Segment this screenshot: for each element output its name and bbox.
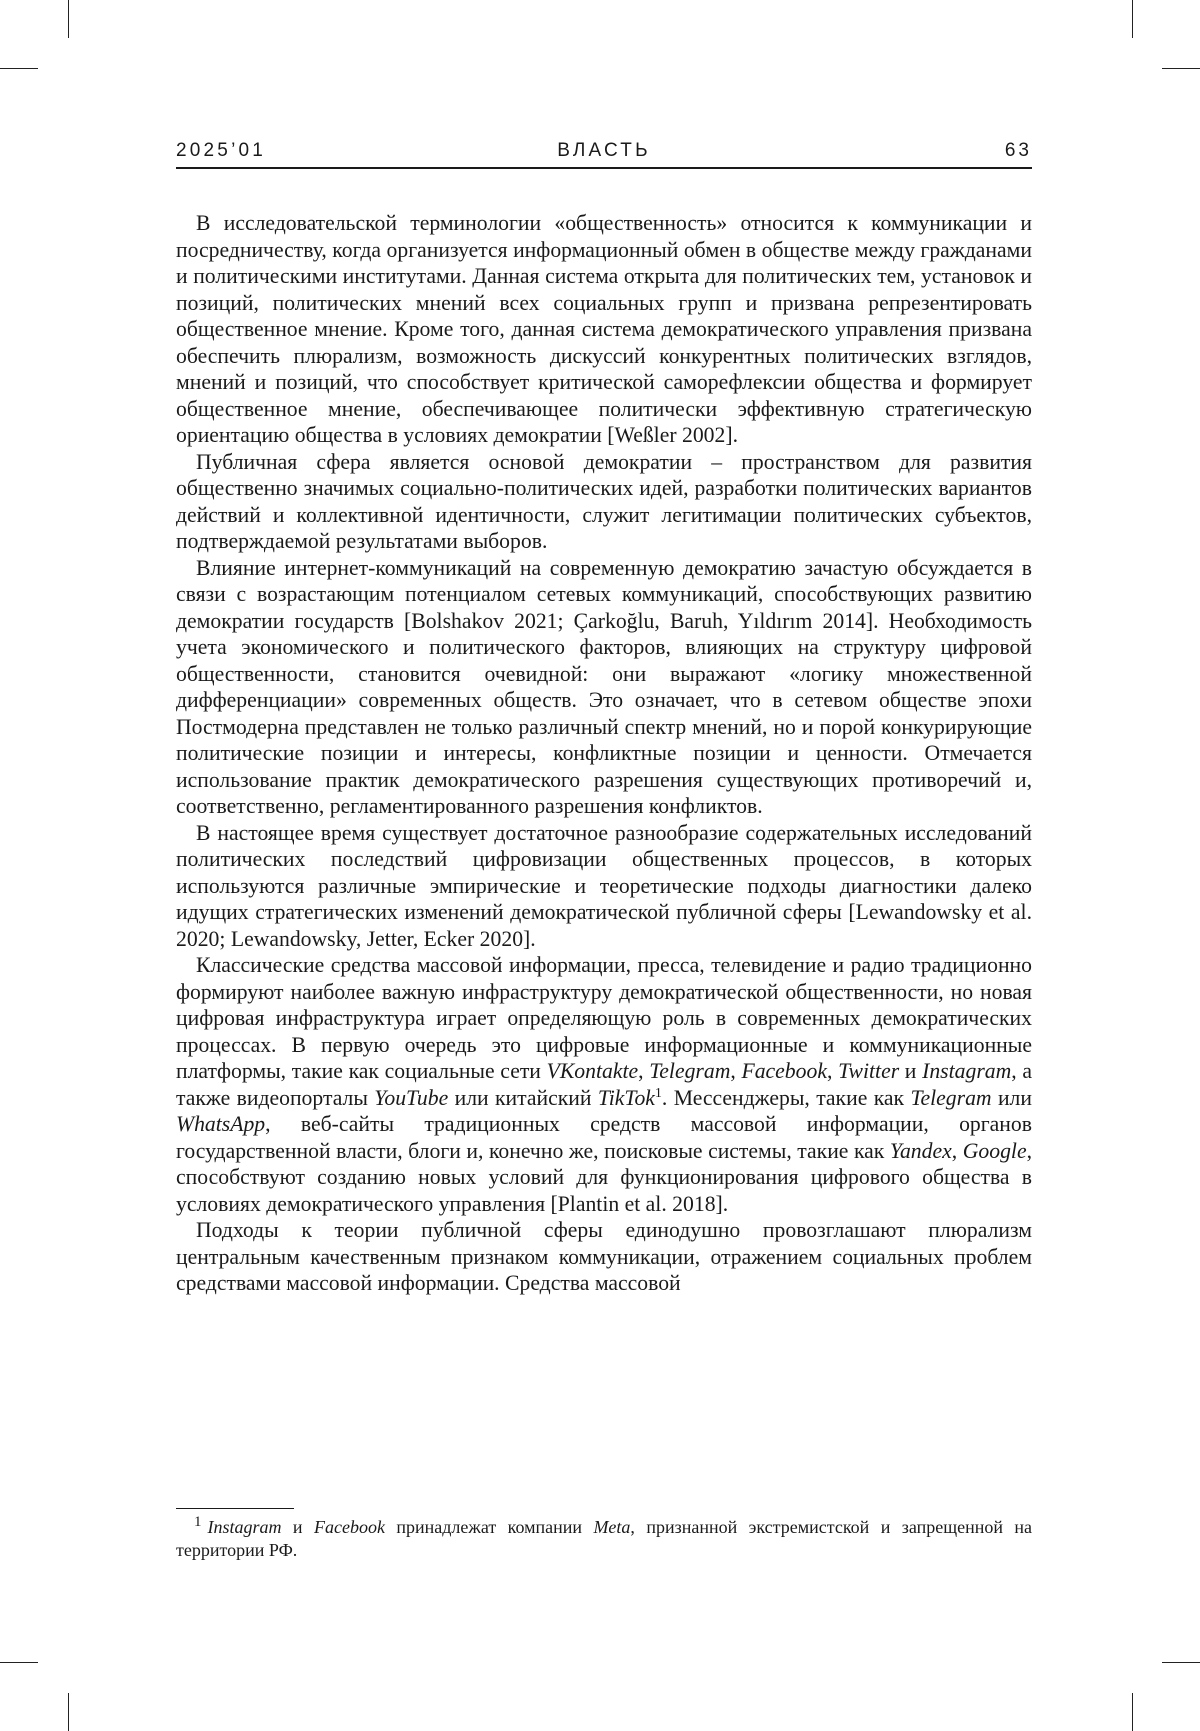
platform-name: WhatsApp	[176, 1112, 265, 1136]
text-run: , веб-сайты традиционных средств массовой инфор­мации, органов государственной власти, блоги и, конечно же, поисковые системы, такие как	[176, 1112, 1032, 1163]
crop-mark	[0, 1662, 38, 1663]
article-body	[176, 210, 1032, 1297]
footnote-reference[interactable]: 1	[655, 1085, 662, 1100]
issue-number: 2025’01	[176, 140, 266, 162]
paragraph: Влияние интернет-коммуникаций на современную демократию зачастую обсуждается в связи с возрастающим потенциалом сетевых коммуникаций, способствующих развитию демократии государств [Bolshakov 2021; Çarkoğlu, Baruh, Yıldırım 2014]. Необходимость учета экономического и политического факторов, влияющих на структуру цифровой общественности, становится очевидной: они выражают «логику множественной дифференциации» совре­менных обществ. Это означает, что в сетевом обществе эпохи Постмодерна представлен не только различный спектр мнений, но и порой конкурирую­щие политические позиции и интересы, конфликтные позиции и ценности. Отмечается использование практик демократического разрешения существу­ющих противоречий и, соответственно, регламентированного разрешения конфликтов.	[176, 555, 1032, 820]
paragraph: Публичная сфера является основой демократии – пространством для разви­тия общественно значимых социально-политических идей, разработки поли­тических вариантов действий и коллективной идентичности, служит легити­мации политических субъектов, подтверждаемой результатами выборов.	[176, 449, 1032, 555]
crop-mark	[1162, 68, 1200, 69]
text-run: , признанной экстремистской и запрещенной на территории РФ.	[176, 1517, 1032, 1560]
paragraph	[176, 952, 1032, 1217]
platform-name: YouTube	[374, 1086, 448, 1110]
platform-name: Google	[963, 1139, 1027, 1163]
platform-name: Yandex	[890, 1139, 952, 1163]
running-head	[176, 140, 1032, 168]
text-run: , а также видеопорталы	[176, 1059, 1032, 1110]
footnote-number: 1	[194, 1514, 202, 1530]
footnote-italic: Instagram	[208, 1517, 282, 1537]
platform-name: Telegram	[649, 1059, 730, 1083]
text-run: Классические средства массовой информации, пресса, телевидение и радио традиционно формируют наиболее важную инфраструктуру демократиче­ской общественности, но новая цифровая инфраструктура играет определя­ющую роль в современных демократических процессах. В первую очередь это цифровые информационные и коммуникационные платформы, такие как социальные сети	[176, 953, 1032, 1083]
footnote-rule	[176, 1508, 294, 1509]
text-run: . Мессенджеры, такие как	[662, 1086, 911, 1110]
text-run: или	[992, 1086, 1032, 1110]
text-run: ,	[952, 1139, 963, 1163]
text-run: и	[282, 1517, 314, 1537]
platform-name: Facebook	[741, 1059, 827, 1083]
text-run: и	[899, 1059, 922, 1083]
crop-mark	[68, 0, 69, 38]
crop-mark	[68, 1693, 69, 1731]
crop-mark	[1132, 0, 1133, 38]
platform-name: TikTok	[598, 1086, 655, 1110]
text-run: принадлежат компании	[385, 1517, 593, 1537]
platform-name: Twitter	[838, 1059, 899, 1083]
page-number: 63	[1005, 140, 1032, 162]
platform-name: VKontakte	[547, 1059, 639, 1083]
text-run: ,	[638, 1059, 649, 1083]
paragraph: В настоящее время существует достаточное разнообразие содержатель­ных исследований политических последствий цифровизации обществен­ных процессов, в которых используются различные эмпирические и теоре­тические подходы диагностики далеко идущих стратегических изменений демократической публичной сферы [Lewandowsky et al. 2020; Lewandowsky, Jetter, Ecker 2020].	[176, 820, 1032, 953]
text-run: или китайский	[448, 1086, 598, 1110]
header-rule	[176, 167, 1032, 169]
crop-mark	[1162, 1662, 1200, 1663]
text-run: ,	[827, 1059, 838, 1083]
crop-mark	[0, 68, 38, 69]
platform-name: Instagram	[922, 1059, 1011, 1083]
text-run: , способствуют созданию новых условий для функционирования цифрового общества в условиях демократического управления [Plantin et al. 2018].	[176, 1139, 1032, 1216]
text-run: ,	[730, 1059, 741, 1083]
journal-title: ВЛАСТЬ	[176, 140, 1032, 162]
footnote-italic: Meta	[593, 1517, 630, 1537]
crop-mark	[1132, 1693, 1133, 1731]
paragraph: В исследовательской терминологии «общественность» относится к ком­муникации и посредничеству, когда организуется информационный обмен в обществе между гражданами и политическими институтами. Данная система открыта для политических тем, установок и позиций, политических мнений всех социальных групп и призвана репрезентировать общественное мнение. Кроме того, данная система демократического управления призвана обе­спечить плюрализм, возможность дискуссий конкурентных политических взглядов, мнений и позиций, что способствует критической саморефлексии общества и формирует общественное мнение, обеспечивающее политически эффективную стратегическую ориентацию общества в условиях демократии [Weßler 2002].	[176, 210, 1032, 449]
footnote-italic: Facebook	[314, 1517, 385, 1537]
footnote	[176, 1516, 1032, 1562]
paragraph: Подходы к теории публичной сферы единодушно провозглашают плюра­лизм центральным качественным признаком коммуникации, отражением социальных проблем средствами массовой информации. Средства массовой	[176, 1217, 1032, 1297]
platform-name: Telegram	[910, 1086, 991, 1110]
